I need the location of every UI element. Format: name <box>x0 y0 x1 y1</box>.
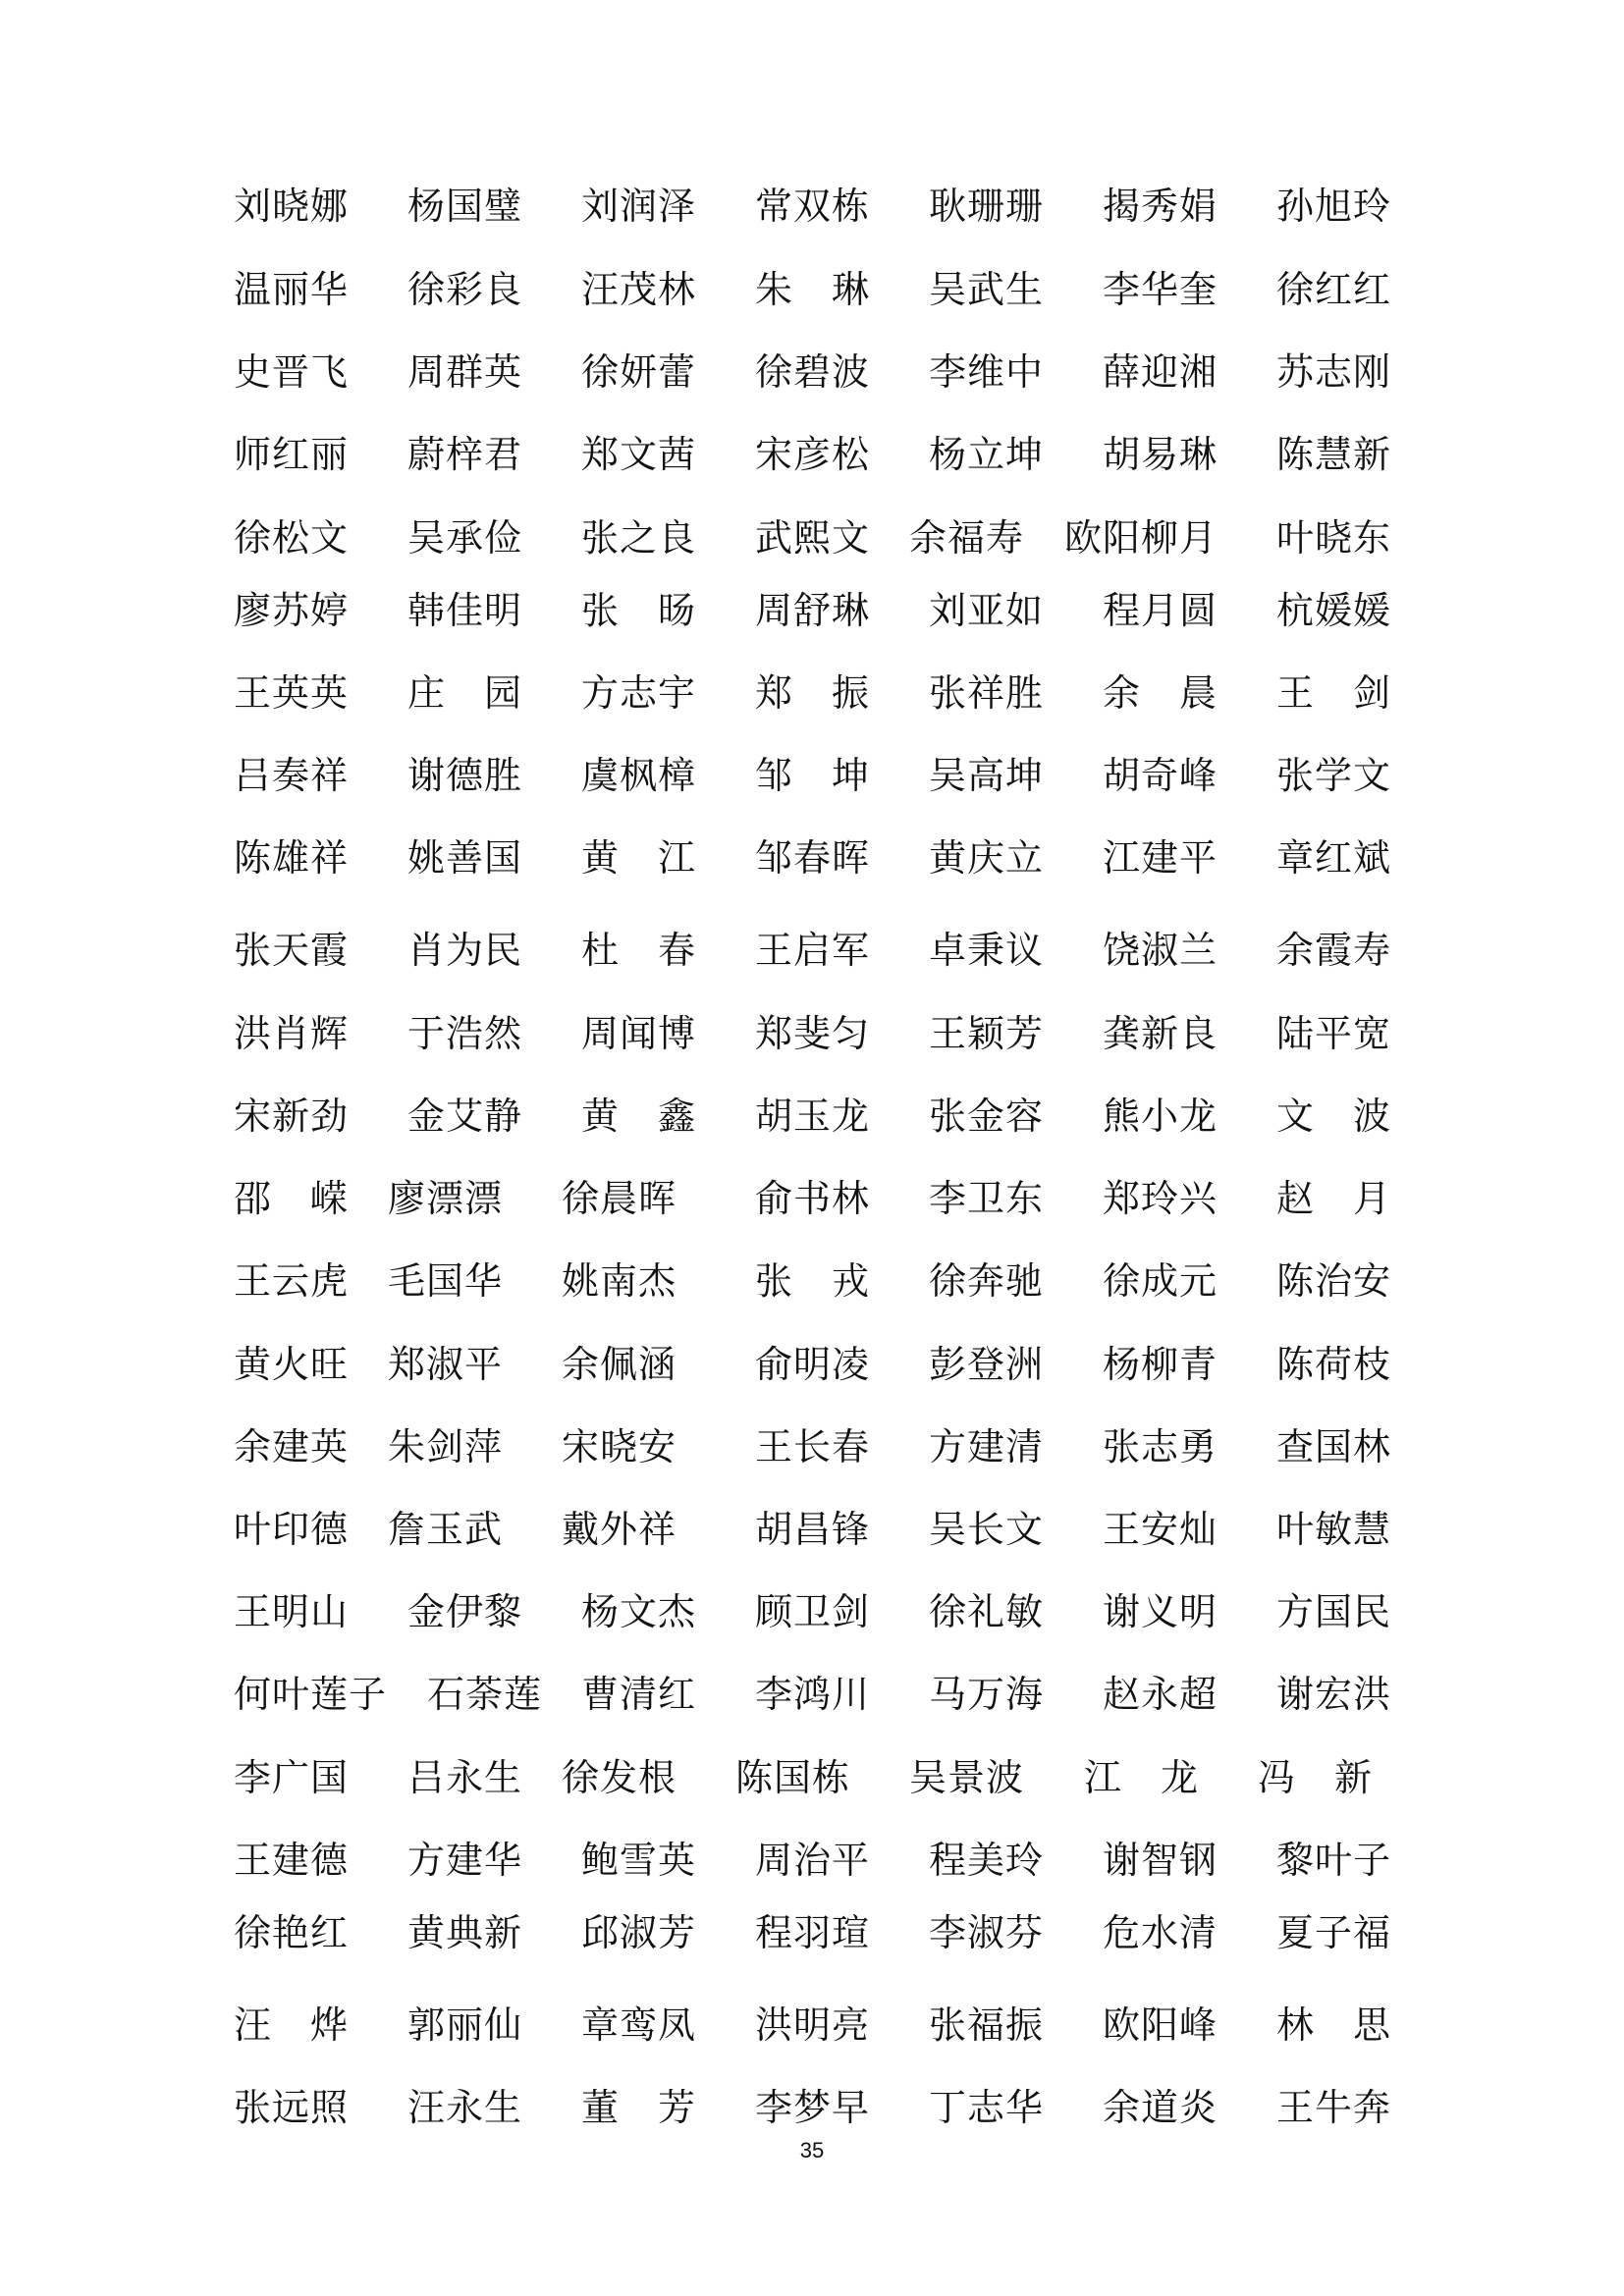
person-name: 张远照 <box>234 2086 350 2129</box>
person-name: 朱 琳 <box>755 268 871 311</box>
person-name: 于浩然 <box>407 1012 523 1055</box>
person-name: 鲍雪英 <box>581 1839 697 1882</box>
person-name: 周治平 <box>755 1839 871 1882</box>
person-name: 宋彦松 <box>755 433 871 476</box>
person-name: 胡玉龙 <box>755 1095 871 1138</box>
person-name: 杨柳青 <box>1103 1343 1218 1386</box>
person-name: 徐碧波 <box>755 350 871 394</box>
person-name: 耿珊珊 <box>929 185 1045 228</box>
person-name: 方建华 <box>407 1839 523 1882</box>
person-name: 郭丽仙 <box>407 2003 523 2047</box>
person-name: 饶淑兰 <box>1103 929 1218 972</box>
person-name: 徐晨晖 <box>562 1177 677 1220</box>
person-name: 王牛奔 <box>1276 2086 1392 2129</box>
person-name: 宋晓安 <box>562 1425 677 1468</box>
person-name: 张福振 <box>929 2003 1045 2047</box>
person-name: 吴高坤 <box>929 754 1045 797</box>
person-name: 郑玲兴 <box>1103 1177 1218 1220</box>
person-name: 郑文茜 <box>581 433 697 476</box>
person-name: 周舒琳 <box>755 589 871 632</box>
person-name: 文 波 <box>1276 1095 1392 1138</box>
person-name: 杨国璧 <box>407 185 523 228</box>
person-name: 王安灿 <box>1103 1508 1218 1551</box>
person-name: 周群英 <box>407 350 523 394</box>
person-name: 余福寿 <box>909 516 1025 560</box>
person-name: 赵 月 <box>1276 1177 1392 1220</box>
person-name: 刘晓娜 <box>234 185 350 228</box>
person-name: 韩佳明 <box>407 589 523 632</box>
person-name: 郑淑平 <box>388 1343 504 1386</box>
person-name: 俞书林 <box>755 1177 871 1220</box>
person-name: 余佩涵 <box>562 1343 677 1386</box>
person-name: 温丽华 <box>234 268 350 311</box>
person-name: 章红斌 <box>1276 836 1392 880</box>
person-name: 王 剑 <box>1276 671 1392 715</box>
person-name: 姚善国 <box>407 836 523 880</box>
person-name: 胡易琳 <box>1103 433 1218 476</box>
person-name: 陈荷枝 <box>1276 1343 1392 1386</box>
person-name: 叶印德 <box>234 1508 350 1551</box>
person-name: 张金容 <box>929 1095 1045 1138</box>
person-name: 杭媛媛 <box>1276 589 1392 632</box>
person-name: 张 戎 <box>755 1259 871 1303</box>
person-name: 余道炎 <box>1103 2086 1218 2129</box>
person-name: 常双栋 <box>755 185 871 228</box>
person-name: 余建英 <box>234 1425 350 1468</box>
person-name: 林 思 <box>1276 2003 1392 2047</box>
person-name: 虞枫樟 <box>581 754 697 797</box>
person-name: 程羽瑄 <box>755 1911 871 1954</box>
person-name: 陈国栋 <box>735 1756 851 1799</box>
person-name: 徐妍蕾 <box>581 350 697 394</box>
person-name: 黄 江 <box>581 836 697 880</box>
person-name: 朱剑萍 <box>388 1425 504 1468</box>
person-name: 李广国 <box>234 1756 350 1799</box>
person-name: 董 芳 <box>581 2086 697 2129</box>
person-name: 张志勇 <box>1103 1425 1218 1468</box>
person-name: 王明山 <box>234 1590 350 1633</box>
person-name: 张 旸 <box>581 589 697 632</box>
person-name: 叶敏慧 <box>1276 1508 1392 1551</box>
person-name: 俞明凌 <box>755 1343 871 1386</box>
person-name: 王启军 <box>755 929 871 972</box>
person-name: 江 龙 <box>1084 1756 1200 1799</box>
person-name: 杨立坤 <box>929 433 1045 476</box>
person-name: 邹春晖 <box>755 836 871 880</box>
person-name: 程月圆 <box>1103 589 1218 632</box>
person-name: 程美玲 <box>929 1839 1045 1882</box>
person-name: 方建清 <box>929 1425 1045 1468</box>
person-name: 王长春 <box>755 1425 871 1468</box>
person-name: 杨文杰 <box>581 1590 697 1633</box>
person-name: 李梦早 <box>755 2086 871 2129</box>
person-name: 查国林 <box>1276 1425 1392 1468</box>
person-name: 冯 新 <box>1258 1756 1374 1799</box>
person-name: 胡昌锋 <box>755 1508 871 1551</box>
person-name: 徐松文 <box>234 516 350 560</box>
person-name: 郑 振 <box>755 671 871 715</box>
person-name: 胡奇峰 <box>1103 754 1218 797</box>
person-name: 张天霞 <box>234 929 350 972</box>
person-name: 熊小龙 <box>1103 1095 1218 1138</box>
person-name: 邵 嵘 <box>234 1177 350 1220</box>
person-name: 金艾静 <box>407 1095 523 1138</box>
person-name: 吕奏祥 <box>234 754 350 797</box>
person-name: 李卫东 <box>929 1177 1045 1220</box>
person-name: 吕永生 <box>407 1756 523 1799</box>
person-name: 庄 园 <box>407 671 523 715</box>
person-name: 李华奎 <box>1103 268 1218 311</box>
person-name: 孙旭玲 <box>1276 185 1392 228</box>
person-name: 王英英 <box>234 671 350 715</box>
person-name: 陈雄祥 <box>234 836 350 880</box>
person-name: 夏子福 <box>1276 1911 1392 1954</box>
person-name: 周闻博 <box>581 1012 697 1055</box>
person-name: 王建德 <box>234 1839 350 1882</box>
person-name: 危水清 <box>1103 1911 1218 1954</box>
person-name: 黄火旺 <box>234 1343 350 1386</box>
person-name: 洪明亮 <box>755 2003 871 2047</box>
person-name: 姚南杰 <box>562 1259 677 1303</box>
person-name: 廖漂漂 <box>388 1177 504 1220</box>
person-name: 谢义明 <box>1103 1590 1218 1633</box>
person-name: 吴武生 <box>929 268 1045 311</box>
person-name: 郑斐匀 <box>755 1012 871 1055</box>
person-name: 陆平宽 <box>1276 1012 1392 1055</box>
person-name: 顾卫剑 <box>755 1590 871 1633</box>
person-name: 卓秉议 <box>929 929 1045 972</box>
person-name: 彭登洲 <box>929 1343 1045 1386</box>
person-name: 欧阳柳月 <box>1064 516 1218 560</box>
person-name: 黄典新 <box>407 1911 523 1954</box>
page-number: 35 <box>799 2138 825 2163</box>
person-name: 欧阳峰 <box>1103 2003 1218 2047</box>
person-name: 曹清红 <box>581 1673 697 1716</box>
person-name: 杜 春 <box>581 929 697 972</box>
person-name: 史晋飞 <box>234 350 350 394</box>
person-name: 揭秀娟 <box>1103 185 1218 228</box>
person-name: 黄庆立 <box>929 836 1045 880</box>
person-name: 徐礼敏 <box>929 1590 1045 1633</box>
person-name: 石荼莲 <box>427 1673 543 1716</box>
person-name: 李淑芬 <box>929 1911 1045 1954</box>
person-name: 徐奔驰 <box>929 1259 1045 1303</box>
person-name: 金伊黎 <box>407 1590 523 1633</box>
person-name: 谢宏洪 <box>1276 1673 1392 1716</box>
person-name: 吴长文 <box>929 1508 1045 1551</box>
person-name: 徐成元 <box>1103 1259 1218 1303</box>
person-name: 章鸾凤 <box>581 2003 697 2047</box>
person-name: 邹 坤 <box>755 754 871 797</box>
person-name: 张学文 <box>1276 754 1392 797</box>
person-name: 洪肖辉 <box>234 1012 350 1055</box>
person-name: 汪茂林 <box>581 268 697 311</box>
person-name: 苏志刚 <box>1276 350 1392 394</box>
person-name: 徐彩良 <box>407 268 523 311</box>
person-name: 谢智钢 <box>1103 1839 1218 1882</box>
person-name: 薛迎湘 <box>1103 350 1218 394</box>
person-name: 徐艳红 <box>234 1911 350 1954</box>
person-name: 师红丽 <box>234 433 350 476</box>
person-name: 方志宇 <box>581 671 697 715</box>
person-name: 肖为民 <box>407 929 523 972</box>
person-name: 徐发根 <box>562 1756 677 1799</box>
person-name: 龚新良 <box>1103 1012 1218 1055</box>
person-name: 廖苏婷 <box>234 589 350 632</box>
person-name: 刘亚如 <box>929 589 1045 632</box>
person-name: 詹玉武 <box>388 1508 504 1551</box>
person-name: 谢德胜 <box>407 754 523 797</box>
person-name: 汪永生 <box>407 2086 523 2129</box>
person-name: 蔚梓君 <box>407 433 523 476</box>
person-name: 徐红红 <box>1276 268 1392 311</box>
person-name: 王颖芳 <box>929 1012 1045 1055</box>
person-name: 赵永超 <box>1103 1673 1218 1716</box>
person-name: 邱淑芳 <box>581 1911 697 1954</box>
person-name: 李鸿川 <box>755 1673 871 1716</box>
person-name: 何叶莲子 <box>234 1673 388 1716</box>
person-name: 武熙文 <box>755 516 871 560</box>
person-name: 江建平 <box>1103 836 1218 880</box>
person-name: 汪 烨 <box>234 2003 350 2047</box>
person-name: 毛国华 <box>388 1259 504 1303</box>
person-name: 刘润泽 <box>581 185 697 228</box>
person-name: 张之良 <box>581 516 697 560</box>
person-name: 陈治安 <box>1276 1259 1392 1303</box>
person-name: 黎叶子 <box>1276 1839 1392 1882</box>
person-name: 王云虎 <box>234 1259 350 1303</box>
person-name: 余 晨 <box>1103 671 1218 715</box>
person-name: 陈慧新 <box>1276 433 1392 476</box>
person-name: 戴外祥 <box>562 1508 677 1551</box>
person-name: 吴景波 <box>909 1756 1025 1799</box>
person-name: 吴承俭 <box>407 516 523 560</box>
person-name: 余霞寿 <box>1276 929 1392 972</box>
person-name: 丁志华 <box>929 2086 1045 2129</box>
person-name: 张祥胜 <box>929 671 1045 715</box>
person-name: 方国民 <box>1276 1590 1392 1633</box>
person-name: 马万海 <box>929 1673 1045 1716</box>
person-name: 李维中 <box>929 350 1045 394</box>
person-name: 宋新劲 <box>234 1095 350 1138</box>
person-name: 黄 鑫 <box>581 1095 697 1138</box>
person-name: 叶晓东 <box>1276 516 1392 560</box>
